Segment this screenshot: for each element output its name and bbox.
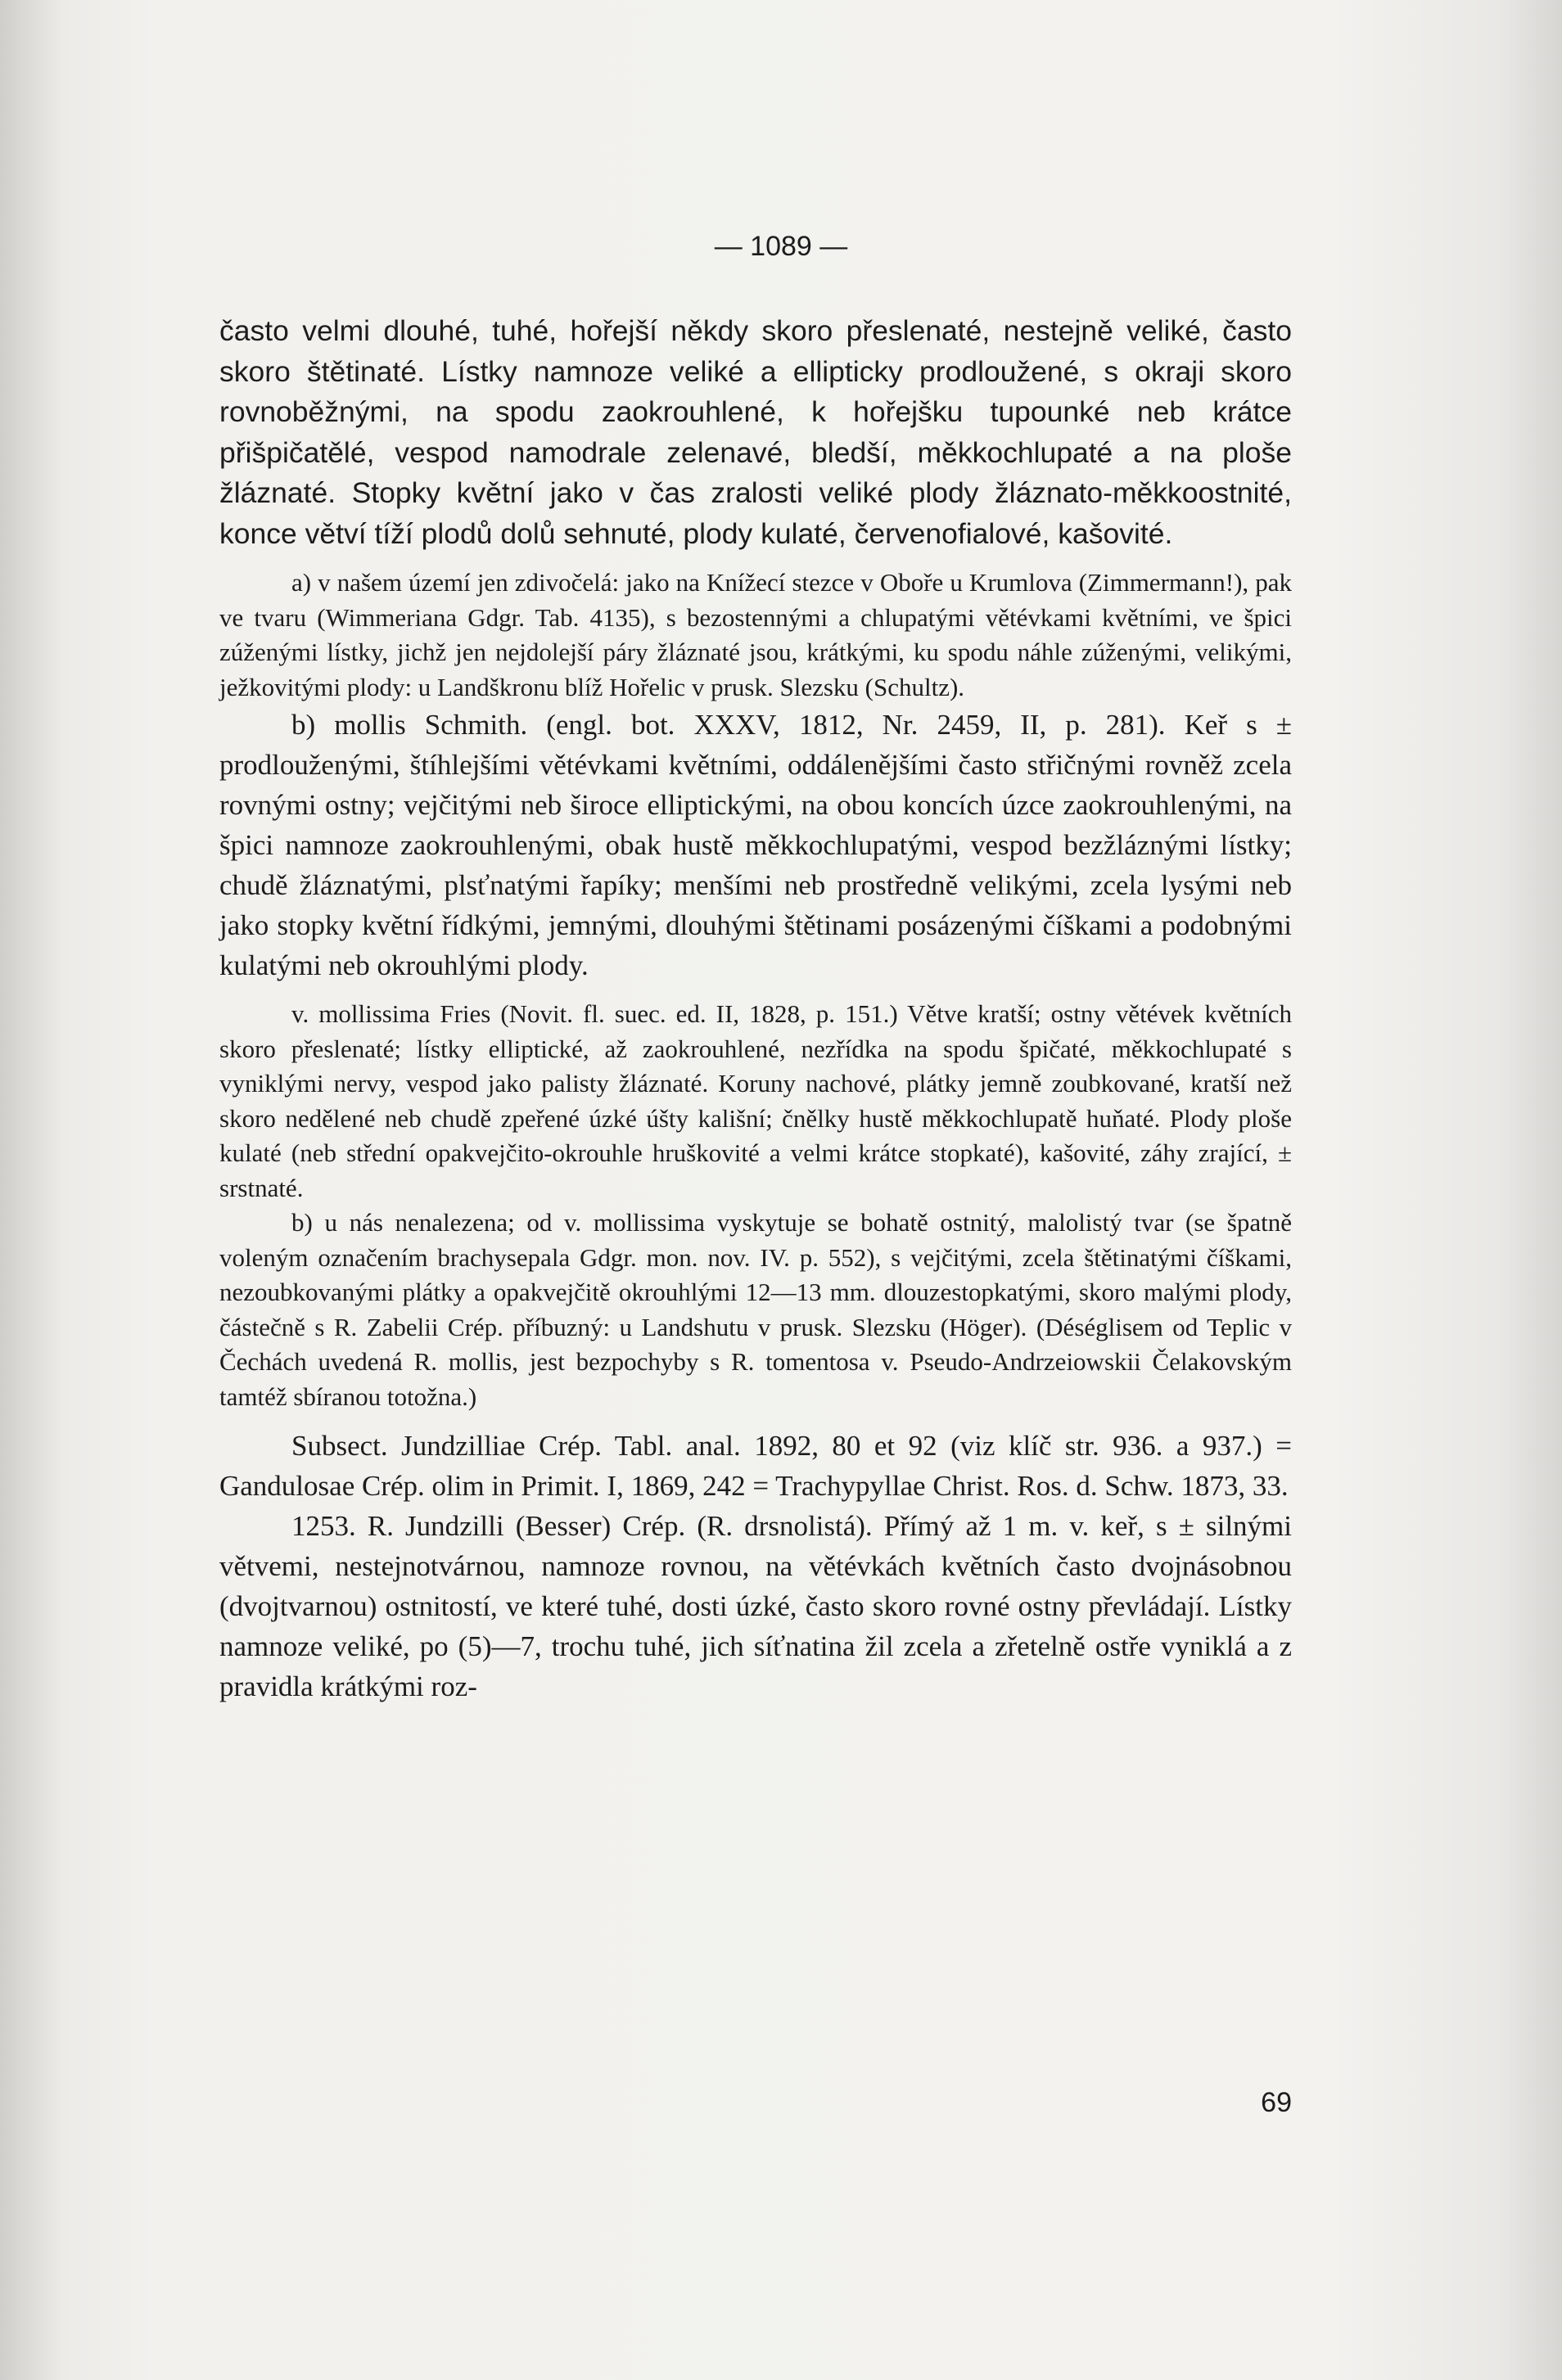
- signature-mark: 69: [1261, 2087, 1292, 2118]
- text-column: [219, 311, 1292, 1706]
- page-number: — 1089 —: [714, 231, 848, 262]
- paragraph-description: často velmi dlouhé, tuhé, hořejší někdy skoro přeslenaté, nestejně veliké, často skoro štětinaté. Lístky namnoze veliké a ellipticky prodloužené, s okraji skoro rovnoběžnými, na spodu zaokrouhlené, k hořejšku tupounké neb krátce přišpičatělé, vespod namodrale zelenavé, bledší, měkkochlupaté a na ploše žláznaté. Stopky květní jako v čas zralosti veliké plody žláznato-měkkoostnité, konce větví tíží plodů dolů sehnuté, plody kulaté, červenofialové, kašovité.: [219, 314, 1292, 550]
- paragraph-mollissima: v. mollissima Fries (Novit. fl. suec. ed. II, 1828, p. 151.) Větve kratší; ostny větévek květních skoro přeslenaté; lístky elliptické, až zaokrouhlené, nezřídka na spodu špičaté, měkkochlupaté s vyniklými nervy, vespod jako palisty žláznaté. Koruny nachové, plátky jemně zoubkované, kratší než skoro nedělené neb chudě zpeřené úzké úšty kališní; čnělky hustě měkkochlupatě huňaté. Plody ploše kulaté (neb střední opakvejčito-okrouhle hruškovité a velmi krátce stopkaté), kašovité, záhy zrající, ± srstnaté.: [219, 999, 1292, 1202]
- paragraph-variety-b: b) u nás nenalezena; od v. mollissima vyskytuje se bohatě ostnitý, malolistý tvar (se špatně voleným označením brachysepala Gdgr. mon. nov. IV. p. 552), s vejčitými, zcela štětinatými číškami, nezoubkovanými plátky a opakvejčitě okrouhlými 12—13 mm. dlouzestopkatými, skoro malými plody, částečně s R. Zabelii Crép. příbuzný: u Landshutu v prusk. Slezsku (Höger). (Déséglisem od Teplic v Čechách uvedená R. mollis, jest bezpochyby s R. tomentosa v. Pseudo-Andrzeiowskii Čelakovským tamtéž sbíranou totožna.): [219, 1208, 1292, 1411]
- paragraph-mollis: b) mollis Schmith. (engl. bot. XXXV, 1812, Nr. 2459, II, p. 281). Keř s ± prodlouženými, štíhlejšími větévkami květními, oddálenějšími často střičnými rovněž zcela rovnými ostny; vejčitými neb široce elliptickými, na obou koncích úzce zaokrouhlenými, na špici namnoze zaokrouhlenými, obak hustě měkkochlupatými, vespod bezžláznými lístky; chudě žláznatými, plsťnatými řapíky; menšími neb prostředně velikými, zcela lysými neb jako stopky květní řídkými, jemnými, dlouhými štětinami posázenými číškami a podobnými kulatými neb okrouhlými plody.: [219, 709, 1292, 981]
- paragraph-variety-a: a) v našem území jen zdivočelá: jako na Knížecí stezce v Oboře u Krumlova (Zimmermann!), pak ve tvaru (Wimmeriana Gdgr. Tab. 4135), s bezostennými a chlupatými větévkami květními, ve špici zúženými lístky, jichž jen nejdolejší páry žláznaté jsou, krátkými, ku spodu náhle zúženými, velikými, ježkovitými plody: u Landškronu blíž Hořelic v prusk. Slezsku (Schultz).: [219, 568, 1292, 701]
- paragraph-jundzilli: 1253. R. Jundzilli (Besser) Crép. (R. drsnolistá). Přímý až 1 m. v. keř, s ± silnými větvemi, nestejnotvárnou, namnoze rovnou, na větévkách květních často dvojnásobnou (dvojtvarnou) ostnitostí, ve které tuhé, dosti úzké, často skoro rovné ostny převládají. Lístky namnoze veliké, po (5)—7, trochu tuhé, jich síťnatina žil zcela a zřetelně ostře vyniklá a z pravidla krátkými roz-: [219, 1510, 1292, 1702]
- paragraph-subsection: Subsect. Jundzilliae Crép. Tabl. anal. 1892, 80 et 92 (viz klíč str. 936. a 937.) = Gandulosae Crép. olim in Primit. I, 1869, 242 = Trachypyllae Christ. Ros. d. Schw. 1873, 33.: [219, 1430, 1292, 1502]
